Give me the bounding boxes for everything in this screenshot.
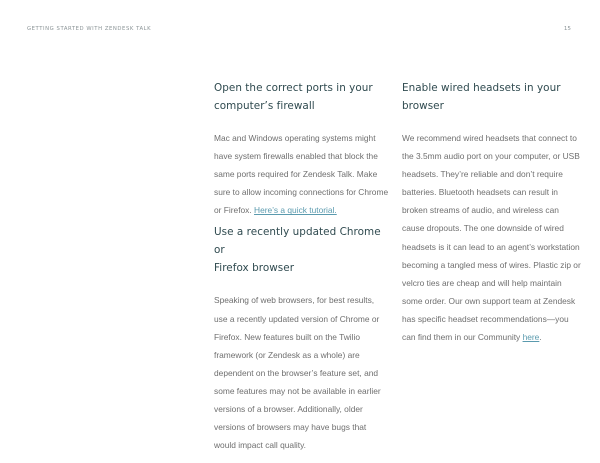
heading-line-1: Enable wired headsets in your bbox=[402, 82, 561, 94]
running-header-title: GETTING STARTED WITH ZENDESK TALK bbox=[27, 26, 152, 32]
section-body-headsets bbox=[402, 129, 582, 346]
heading-line-2: Firefox browser bbox=[214, 262, 295, 275]
heading-line-1: Open the correct ports in your bbox=[214, 82, 373, 94]
body-end: . bbox=[539, 332, 542, 343]
section-heading-browser bbox=[214, 223, 389, 277]
community-link[interactable]: here bbox=[522, 332, 540, 343]
heading-line-1: Use a recently updated Chrome or bbox=[214, 226, 381, 257]
tutorial-link[interactable]: Here’s a quick tutorial. bbox=[254, 205, 337, 216]
section-heading-headsets bbox=[402, 79, 582, 115]
left-column bbox=[214, 79, 389, 454]
section-body-firewall bbox=[214, 129, 389, 219]
section-headsets bbox=[402, 79, 582, 346]
section-browser bbox=[214, 223, 389, 454]
section-heading-firewall bbox=[214, 79, 389, 115]
heading-line-2: browser bbox=[402, 100, 444, 112]
body-text: We recommend wired headsets that connect to the 3.5mm audio port on your computer, or USB headsets. They’re reliable and don’t require batteries. Bluetooth headsets can result in broken streams of audio, and wireless can cause dropouts. The one downside of wired headsets is it can lead to an agent’s workstation becoming a tangled mess of wires. Plastic zip or velcro ties are cheap and will help maintain some order. Our own support team at Zendesk has specific headset recommendations—you can find them in our Community bbox=[402, 133, 581, 343]
heading-line-2: computer’s firewall bbox=[214, 100, 315, 112]
page-number: 15 bbox=[563, 26, 571, 32]
section-firewall bbox=[214, 79, 389, 219]
section-body-browser: Speaking of web browsers, for best results, use a recently updated version of Chrome or Firefox. New features built on the Twilio framework (or Zendesk as a whole) are dependent on the browser’s feature set, and some features may not be available in earlier versions of a browser. Additionally, older versions of browsers may have bugs that would impact call quality. bbox=[214, 295, 381, 451]
right-column bbox=[402, 79, 582, 346]
body-text: Mac and Windows operating systems might have system firewalls enabled that block the same ports required for Zendesk Talk. Make sure to allow incoming connections for Chrome or Firefox. bbox=[214, 133, 389, 216]
